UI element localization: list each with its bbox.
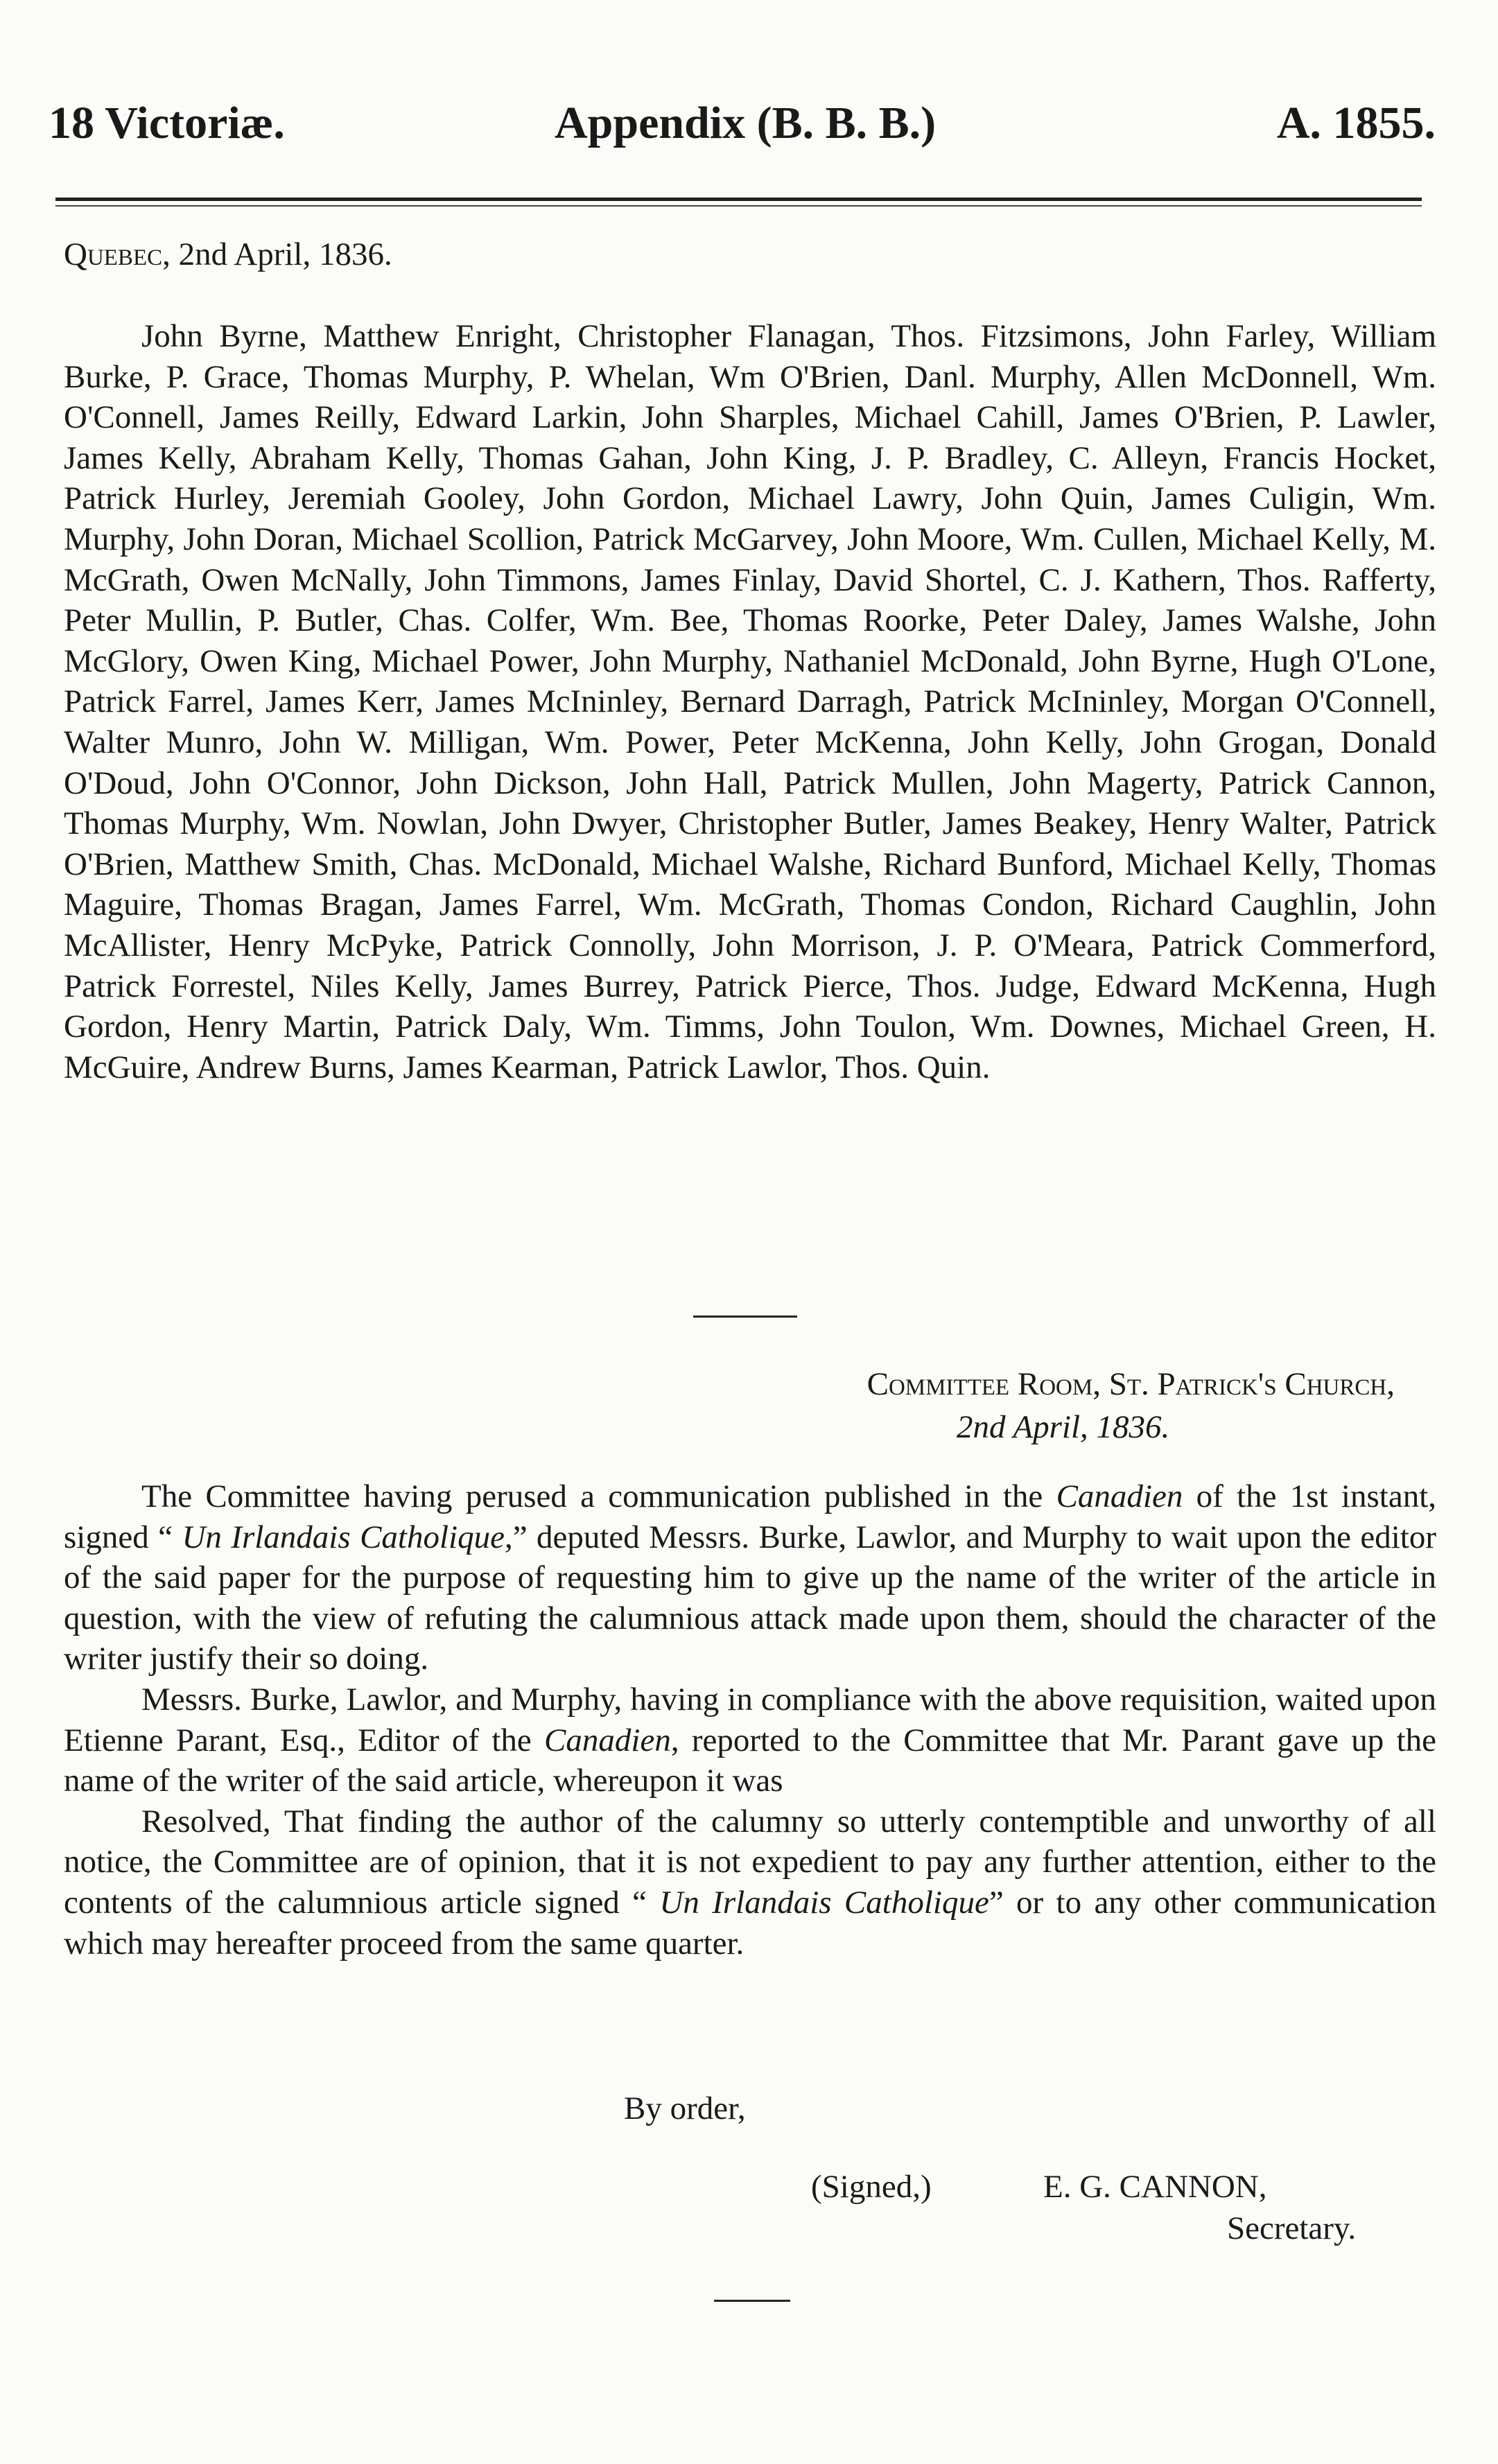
signatory-name: E. G. CANNON, [1043, 2169, 1267, 2205]
header-appendix: Appendix (B. B. B.) [555, 98, 937, 148]
signatory-title: Secretary. [1227, 2210, 1357, 2246]
header-rule [55, 198, 1422, 201]
committee-date [957, 1407, 1373, 1448]
header-rule-thin [55, 205, 1422, 207]
paragraph-perusal-text-3: ,” deputed Messrs. Burke, Lawlor, and Murphy to wait upon the editor of the said paper for the purpose of requesting him to give up the name of the writer of the article in question, with the view of refuting the calumnious attack made upon them, should the character of the writer justify their so doing. [64, 1519, 1436, 1677]
article-signature: Un Irlandais Catholique [659, 1884, 989, 1921]
by-order: By order, [624, 2090, 746, 2126]
page-header [49, 97, 1436, 173]
committee-heading-text: Committee Room, St. Patrick's Church, [866, 1366, 1395, 1402]
paragraph-perusal [64, 1476, 1436, 1679]
closing-divider [714, 2300, 790, 2302]
paragraph-resolution-text-1: Resolved, That finding the author of the calumny so utterly contemptible and unworthy of all notice, the Committee are of opinion, that it is not expedient to pay any further attention, either to the contents of the calumnious article signed “ [64, 1803, 1436, 1921]
header-session: 18 Victoriæ. [49, 98, 285, 148]
committee-date-text: 2nd April, 1836. [957, 1409, 1170, 1445]
signed-label: (Signed,) [811, 2169, 932, 2205]
body-text [64, 1476, 1436, 1964]
newspaper-title: Canadien [1056, 1478, 1183, 1514]
paragraph-perusal-text-2: of the 1st instant, signed “ [64, 1478, 1436, 1555]
dateline [64, 234, 1436, 275]
section-divider [693, 1316, 797, 1318]
names-paragraph: John Byrne, Matthew Enright, Christopher Flanagan, Thos. Fitzsimons, John Farley, William Burke, P. Grace, Thomas Murphy, P. Whelan, Wm O'Brien, Danl. Murphy, Allen McDonnell, Wm. O'Connell, James Reilly, Edward Larkin, John Sharples, Michael Cahill, James O'Brien, P. Lawler, James Kelly, Abraham Kelly, Thomas Gahan, John King, J. P. Bradley, C. Alleyn, Francis Hocket, Patrick Hurley, Jeremiah Gooley, John Gordon, Michael Lawry, John Quin, James Culigin, Wm. Murphy, John Doran, Michael Scollion, Patrick McGarvey, John Moore, Wm. Cullen, Michael Kelly, M. McGrath, Owen McNally, John Timmons, James Finlay, David Shortel, C. J. Kathern, Thos. Rafferty, Peter Mullin, P. Butler, Chas. Colfer, Wm. Bee, Thomas Roorke, Peter Daley, James Walshe, John McGlory, Owen King, Michael Power, John Murphy, Nathaniel McDonald, John Byrne, Hugh O'Lone, Patrick Farrel, James Kerr, James McIninley, Bernard Darragh, Patrick McIninley, Morgan O'Connell, Walter Munro, John W. Milligan, Wm. Power, Peter McKenna, John Kelly, John Grogan, Donald O'Doud, John O'Connor, John Dickson, John Hall, Patrick Mullen, John Magerty, Patrick Cannon, Thomas Murphy, Wm. Nowlan, John Dwyer, Christopher Butler, James Beakey, Henry Walter, Patrick O'Brien, Matthew Smith, Chas. McDonald, Michael Walshe, Richard Bunford, Michael Kelly, Thomas Maguire, Thomas Bragan, James Farrel, Wm. McGrath, Thomas Condon, Richard Caughlin, John McAllister, Henry McPyke, Patrick Connolly, John Morrison, J. P. O'Meara, Patrick Commerford, Patrick Forrestel, Niles Kelly, James Burrey, Patrick Pierce, Thos. Judge, Edward McKenna, Hugh Gordon, Henry Martin, Patrick Daly, Wm. Timms, John Toulon, Wm. Downes, Michael Green, H. McGuire, Andrew Burns, James Kearman, Patrick Lawlor, Thos. Quin. [64, 318, 1436, 1085]
committee-heading [64, 1364, 1436, 1405]
dateline-date: , 2nd April, 1836. [162, 236, 392, 272]
paragraph-perusal-text-1: The Committee having perused a communication published in the [141, 1478, 1056, 1514]
newspaper-title: Canadien [544, 1722, 671, 1758]
paragraph-resolution-text-2: ” or to any other communication which may hereafter proceed from the same quarter. [64, 1884, 1436, 1961]
header-year: A. 1855. [1276, 98, 1436, 148]
paragraph-report-text-1: Messrs. Burke, Lawlor, and Murphy, having in compliance with the above requisition, waited upon Etienne Parant, Esq., Editor of the [64, 1681, 1436, 1758]
dateline-place: Quebec [64, 236, 163, 272]
paragraph-resolution [64, 1801, 1436, 1964]
paragraph-report [64, 1679, 1436, 1801]
paragraph-report-text-2: , reported to the Committee that Mr. Parant gave up the name of the writer of the said article, whereupon it was [64, 1722, 1436, 1799]
article-signature: Un Irlandais Catholique [182, 1519, 505, 1555]
